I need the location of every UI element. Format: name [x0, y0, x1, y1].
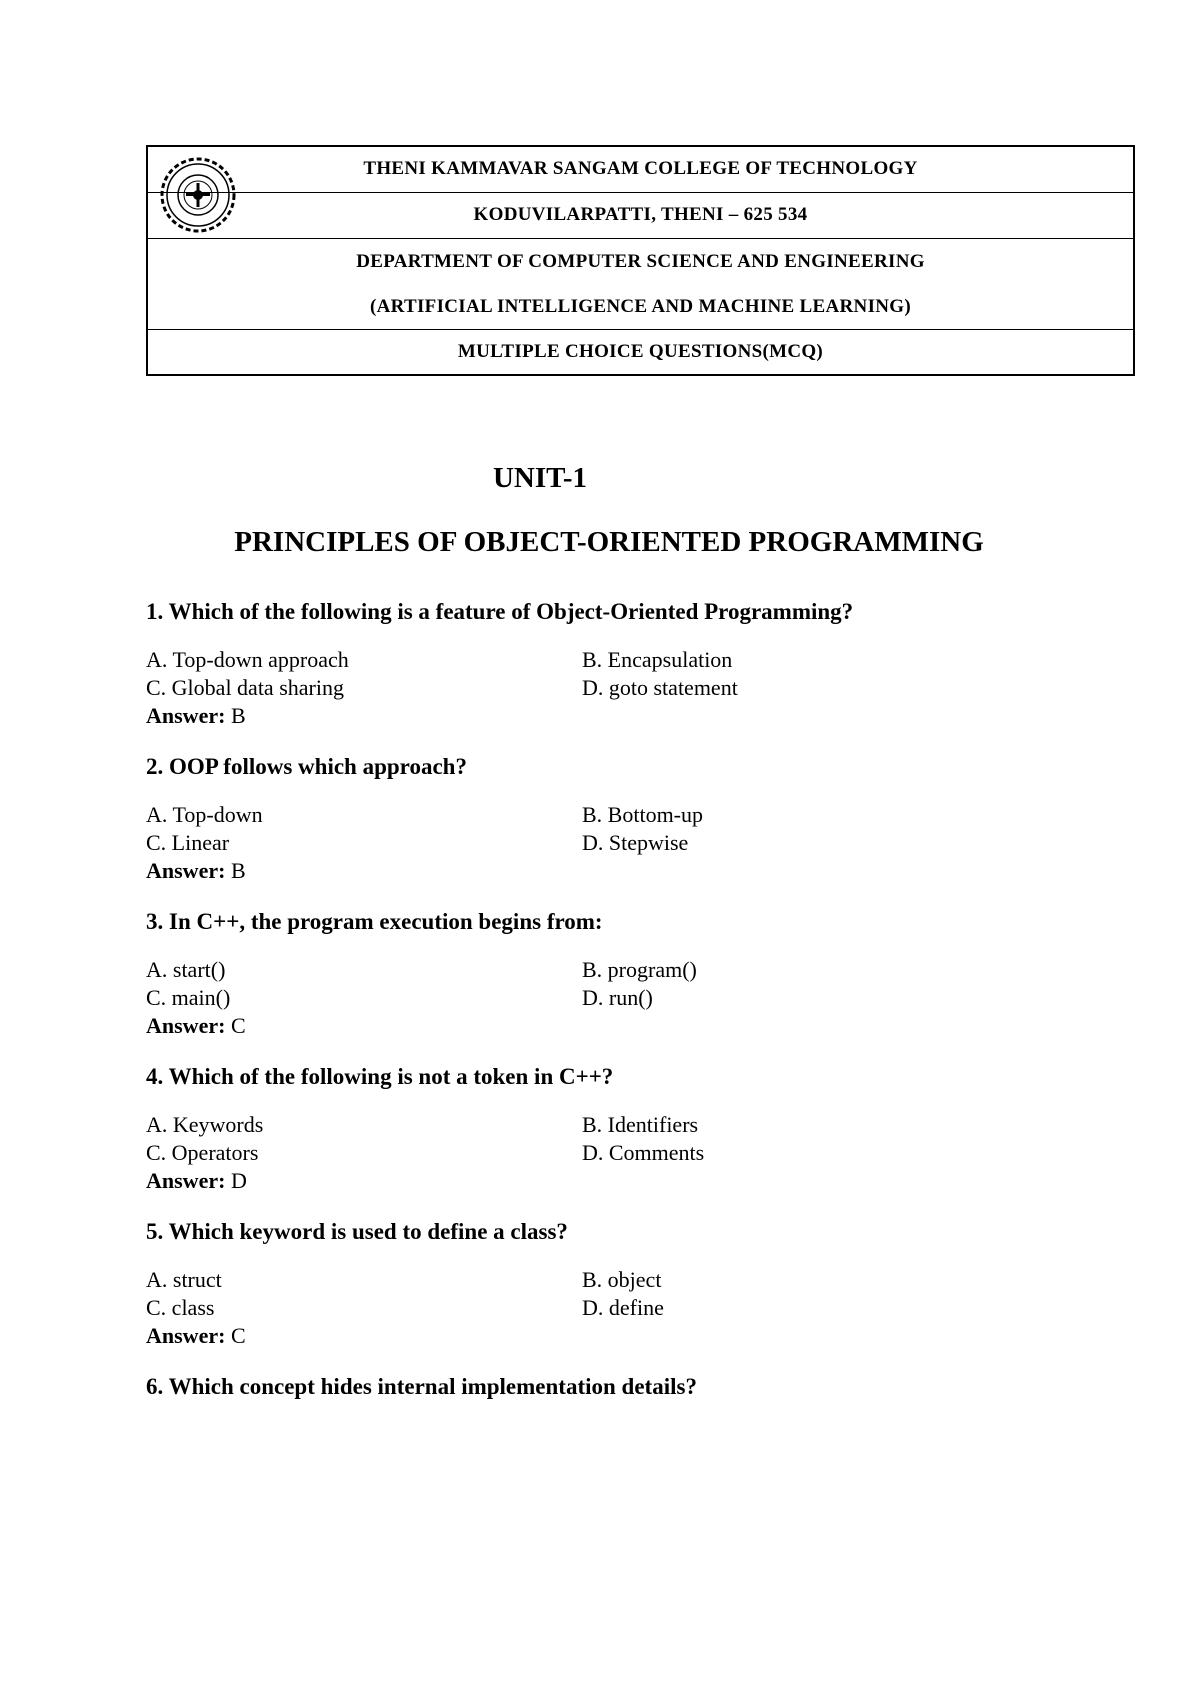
answer-value: B	[230, 703, 246, 728]
answer-value: D	[230, 1168, 247, 1193]
option-b: B. object	[582, 1267, 662, 1292]
options-grid	[146, 646, 1126, 702]
option-c: C. main()	[146, 985, 231, 1010]
answer-value: B	[230, 858, 246, 883]
answer-label: Answer:	[146, 703, 226, 728]
option-a: A. start()	[146, 957, 226, 982]
answer-line	[146, 702, 1126, 730]
answer-value: C	[230, 1013, 246, 1038]
answer-value: C	[230, 1323, 246, 1348]
document-type: MULTIPLE CHOICE QUESTIONS(MCQ)	[147, 329, 1134, 375]
college-header-table	[146, 145, 1135, 376]
college-seal-logo	[156, 153, 240, 237]
question-1	[146, 596, 1126, 730]
question-text: 2. OOP follows which approach?	[146, 754, 467, 779]
answer-line	[146, 1322, 1126, 1350]
answer-line	[146, 1012, 1126, 1040]
options-grid	[146, 1266, 1126, 1322]
answer-line	[146, 857, 1126, 885]
option-d: D. define	[582, 1295, 664, 1320]
question-5	[146, 1216, 1126, 1350]
option-a: A. Top-down approach	[146, 647, 349, 672]
answer-line	[146, 1167, 1126, 1195]
option-b: B. Bottom-up	[582, 802, 704, 827]
options-grid	[146, 801, 1126, 857]
option-c: C. Operators	[146, 1140, 259, 1165]
question-3	[146, 906, 1126, 1040]
question-6	[146, 1371, 1126, 1403]
question-2	[146, 751, 1126, 885]
option-b: B. Identifiers	[582, 1112, 699, 1137]
unit-subtitle: PRINCIPLES OF OBJECT-ORIENTED PROGRAMMING	[234, 526, 984, 558]
options-grid	[146, 956, 1126, 1012]
department-cell	[147, 238, 1134, 329]
answer-label: Answer:	[146, 1323, 226, 1348]
question-4	[146, 1061, 1126, 1195]
answer-label: Answer:	[146, 858, 226, 883]
question-text: 5. Which keyword is used to define a class?	[146, 1219, 568, 1244]
option-b: B. Encapsulation	[582, 647, 733, 672]
option-c: C. Linear	[146, 830, 230, 855]
college-address: KODUVILARPATTI, THENI – 625 534	[148, 192, 1134, 238]
department-name: DEPARTMENT OF COMPUTER SCIENCE AND ENGINEERING	[356, 250, 925, 272]
option-b: B. program()	[582, 957, 697, 982]
specialization: (ARTIFICIAL INTELLIGENCE AND MACHINE LEARNING)	[370, 295, 911, 317]
options-grid	[146, 1111, 1126, 1167]
unit-title: UNIT-1	[492, 462, 587, 494]
answer-label: Answer:	[146, 1168, 226, 1193]
question-text: 4. Which of the following is not a token in C++?	[146, 1064, 614, 1089]
option-c: C. class	[146, 1295, 215, 1320]
college-name: THENI KAMMAVAR SANGAM COLLEGE OF TECHNOLOGY	[148, 146, 1134, 192]
option-c: C. Global data sharing	[146, 675, 344, 700]
question-text: 6. Which concept hides internal implementation details?	[146, 1374, 697, 1399]
option-a: A. Top-down	[146, 802, 263, 827]
question-list	[146, 596, 1126, 1424]
option-d: D. Stepwise	[582, 830, 689, 855]
answer-label: Answer:	[146, 1013, 226, 1038]
option-d: D. goto statement	[582, 675, 738, 700]
option-d: D. run()	[582, 985, 653, 1010]
question-text: 3. In C++, the program execution begins from:	[146, 909, 603, 934]
option-a: A. struct	[146, 1267, 222, 1292]
option-a: A. Keywords	[146, 1112, 264, 1137]
question-text: 1. Which of the following is a feature of Object-Oriented Programming?	[146, 599, 854, 624]
option-d: D. Comments	[582, 1140, 705, 1165]
